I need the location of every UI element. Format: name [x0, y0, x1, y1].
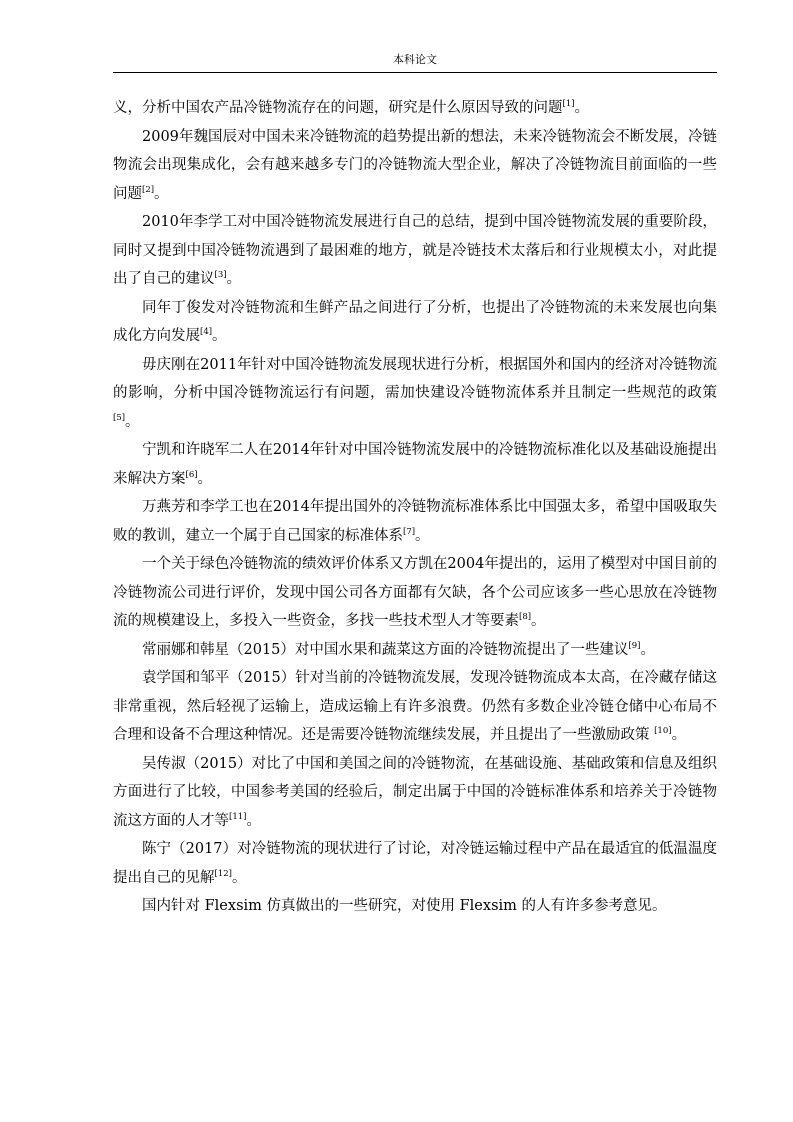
citation: [2] — [142, 184, 155, 195]
paragraph: 万燕芳和李学工也在2014年提出国外的冷链物流标准体系比中国强太多，希望中国吸取失败的教训，建立一个属于自己国家的标准体系[7]。 — [113, 499, 717, 544]
citation: [6] — [185, 469, 198, 480]
paragraph: 一个关于绿色冷链物流的绩效评价体系又方凯在2004年提出的，运用了模型对中国目前的冷链物流公司进行评价，发现中国公司各方面都有欠缺，各个公司应该多一些心思放在冷链物流的规模建设上，多投入一些资金，多找一些技术型人才等要素[8]。 — [113, 556, 717, 629]
citation: [5] — [113, 412, 126, 423]
citation: [8] — [519, 612, 532, 623]
citation: [11] — [229, 811, 247, 822]
paragraph: 宁凯和许晓军二人在2014年针对中国冷链物流发展中的冷链物流标准化以及基础设施提出来解决方案[6]。 — [113, 442, 717, 487]
paragraph: 陈宁（2017）对冷链物流的现状进行了讨论，对冷链运输过程中产品在最适宜的低温温度提出自己的见解[12]。 — [113, 841, 717, 886]
paragraph: 毋庆刚在2011年针对中国冷链物流发展现状进行分析，根据国外和国内的经济对冷链物流的影响，分析中国冷链物流运行有问题，需加快建设冷链物流体系并且制定一些规范的政策[5]。 — [113, 356, 717, 430]
paragraph: 同年丁俊发对冷链物流和生鲜产品之间进行了分析，也提出了冷链物流的未来发展也向集成化方向发展[4]。 — [113, 299, 717, 344]
page-header: 本科论文 — [393, 53, 437, 66]
citation: [7] — [403, 526, 416, 537]
document-body — [113, 94, 717, 921]
citation: [9] — [628, 640, 641, 651]
citation: [4] — [200, 327, 213, 338]
paragraph: 袁学国和邹平（2015）针对当前的冷链物流发展，发现冷链物流成本太高，在冷藏存储这非常重视，然后轻视了运输上，造成运输上有许多浪费。仍然有多数企业冷链仓储中心布局不合理和设备不合理这种情况。还是需要冷链物流继续发展，并且提出了一些激励政策 [10]。 — [113, 670, 717, 743]
paragraph: 吴传淑（2015）对比了中国和美国之间的冷链物流，在基础设施、基础政策和信息及组织方面进行了比较，中国参考美国的经验后，制定出属于中国的冷链标准体系和培养关于冷链物流这方面的人才等[11]。 — [113, 755, 717, 829]
header-rule — [113, 72, 717, 73]
citation: [1] — [562, 99, 575, 110]
paragraph: 常丽娜和韩星（2015）对中国水果和蔬菜这方面的冷链物流提出了一些建议[9]。 — [142, 640, 655, 658]
paragraph: 国内针对 Flexsim 仿真做出的一些研究，对使用 Flexsim 的人有许多参考意见。 — [142, 898, 667, 914]
paragraph: 义，分析中国农产品冷链物流存在的问题，研究是什么原因导致的问题[1]。 — [113, 99, 590, 116]
citation: [3] — [214, 270, 227, 281]
citation: [10] — [654, 726, 672, 737]
paragraph: 2010年李学工对中国冷链物流发展进行自己的总结，提到中国冷链物流发展的重要阶段，同时又提到中国冷链物流遇到了最困难的地方，就是冷链技术太落后和行业规模太小，对此提出了自己的建议[3]。 — [113, 214, 717, 287]
citation: [12] — [214, 868, 232, 879]
paragraph: 2009年魏国辰对中国未来冷链物流的趋势提出新的想法，未来冷链物流会不断发展，冷链物流会出现集成化，会有越来越多专门的冷链物流大型企业，解决了冷链物流目前面临的一些问题[2]。 — [113, 128, 717, 202]
